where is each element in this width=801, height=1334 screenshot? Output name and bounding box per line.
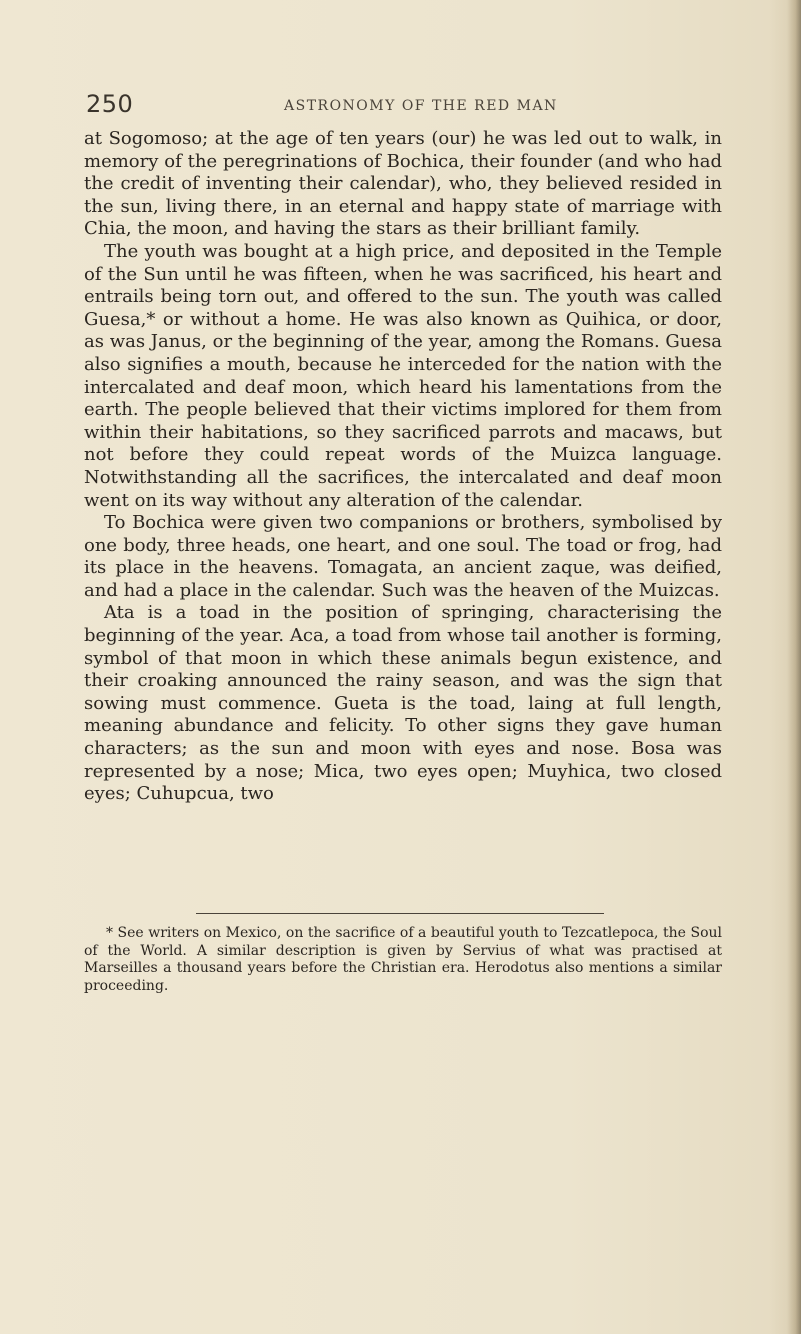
paragraph: The youth was bought at a high price, and deposited in the Temple of the Sun until he was fifteen, when he was sacrificed, his heart and entrails being torn out, and offered to the sun. The youth was called Guesa,* or without a home. He was also known as Quihica, or door, as was Janus, or the beginning of the year, among the Romans. Guesa also signifies a mouth, because he interceded for the nation with the intercalated and deaf moon, which heard his lamentations from the earth. The people believed that their victims implored for them from within their habitations, so they sacrificed parrots and macaws, but not before they could repeat words of the Muizca language. Notwithstanding all the sacrifices, the intercalated and deaf moon went on its way without any alteration of the calendar.	[84, 240, 722, 511]
footnote-rule	[196, 913, 604, 914]
running-head: ASTRONOMY OF THE RED MAN	[284, 98, 558, 114]
footnote-text: * See writers on Mexico, on the sacrifice of a beautiful youth to Tezcatlepoca, the Soul of the World. A similar description is given by Servius of what was practised at Marseilles a thousand years before the Christian era. Herodotus also mentions a similar proceeding.	[84, 925, 722, 994]
paragraph: To Bochica were given two companions or brothers, symbolised by one body, three heads, one heart, and one soul. The toad or frog, had its place in the heavens. Tomagata, an ancient zaque, was deified, and had a place in the calendar. Such was the heaven of the Muizcas.	[84, 512, 722, 601]
page-edge-shadow	[787, 0, 801, 1334]
page-header	[86, 90, 726, 120]
footnote	[84, 925, 722, 995]
page-number: 250	[86, 90, 134, 118]
paragraph: Ata is a toad in the position of springing, characterising the beginning of the year. Aca, a toad from whose tail another is forming, symbol of that moon in which these animals begun existence, and their croaking announced the rainy season, and was the sign that sowing must commence. Gueta is the toad, laing at full length, meaning abundance and felicity. To other signs they gave human characters; as the sun and moon with eyes and nose. Bosa was represented by a nose; Mica, two eyes open; Muyhica, two closed eyes; Cuhupcua, two	[84, 602, 722, 805]
body-text	[84, 128, 722, 806]
paragraph: at Sogomoso; at the age of ten years (our) he was led out to walk, in memory of the peregrinations of Bochica, their founder (and who had the credit of inventing their calendar), who, they believed resided in the sun, living there, in an eternal and happy state of marriage with Chia, the moon, and having the stars as their brilliant family.	[84, 128, 722, 240]
